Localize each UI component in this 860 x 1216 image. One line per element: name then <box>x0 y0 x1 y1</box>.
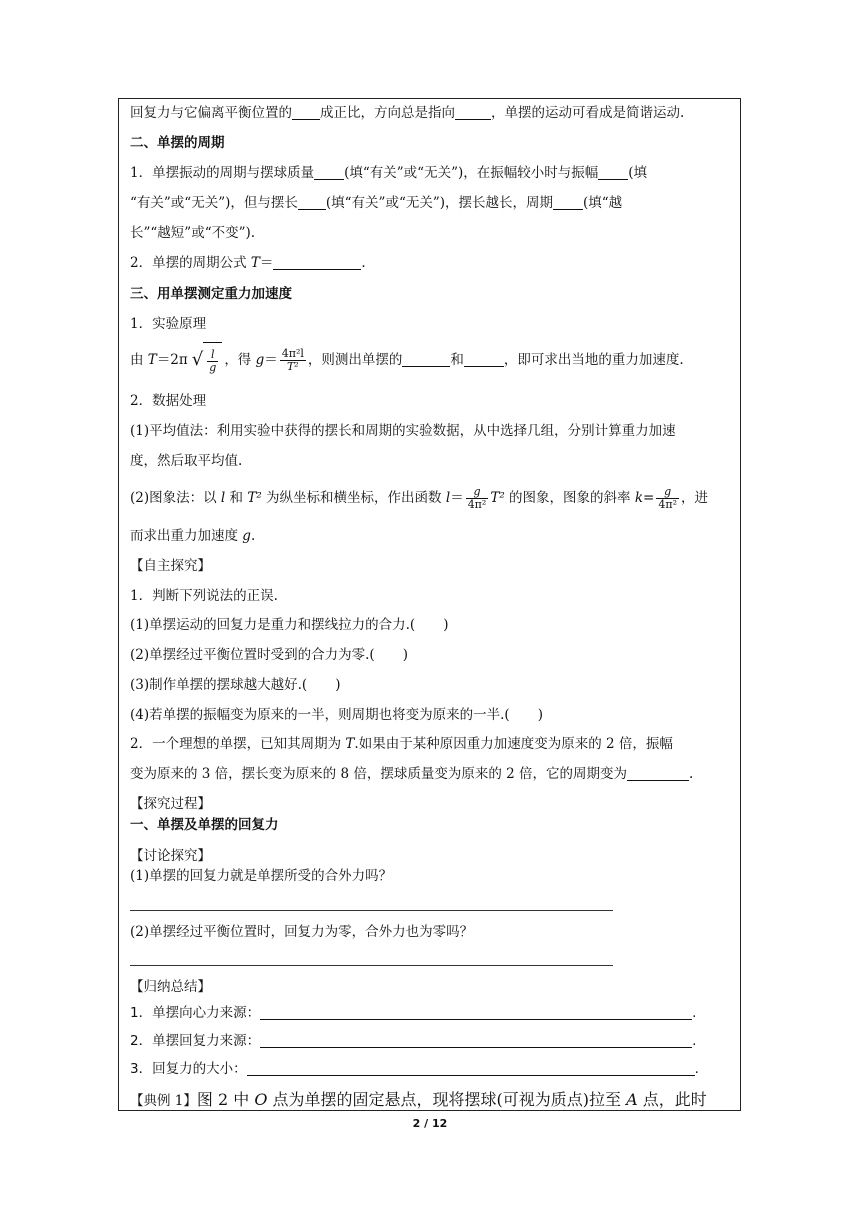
numerator: l <box>207 349 218 362</box>
text: (填“有关”或“无关”)，在振幅较小时与振幅 <box>344 165 599 181</box>
text: 【典例 1】 <box>130 1093 197 1109</box>
text-line: 2．数据处理 <box>130 393 207 409</box>
summary-item <box>130 1003 696 1023</box>
text: ＝ <box>259 255 274 271</box>
text: . <box>361 255 366 271</box>
text: ) <box>537 707 543 723</box>
text: ) <box>402 647 408 663</box>
summary-item <box>130 1031 696 1051</box>
text: 回复力与它偏离平衡位置的 <box>130 105 292 121</box>
text: 图 2 中 <box>196 1090 255 1109</box>
text: (4)若单摆的振幅变为原来的一半，则周期也将变为原来的一半. <box>130 707 505 723</box>
section-tag: 【探究过程】 <box>130 796 211 812</box>
text: . <box>692 1005 697 1021</box>
numerator: 4π²l <box>281 347 304 360</box>
fill-blank[interactable] <box>598 165 628 180</box>
text-line <box>130 734 673 754</box>
text-line: (1)平均值法：利用实验中获得的摆长和周期的实验数据，从中选择几组，分别计算重力加速 <box>130 423 676 439</box>
page-number: 2 / 12 <box>412 1117 448 1130</box>
text: g <box>242 528 251 544</box>
text: ，得 <box>224 352 256 368</box>
text: (填“越 <box>583 195 623 211</box>
text: 点为单摆的固定悬点，现将摆球(可视为质点)拉至 <box>267 1090 627 1109</box>
text: ( <box>504 707 510 723</box>
text: 点，此时 <box>637 1090 707 1109</box>
text: 2．单摆回复力来源： <box>130 1033 261 1049</box>
text: 1．单摆向心力来源： <box>130 1005 261 1021</box>
section-tag: 【归纳总结】 <box>130 979 211 995</box>
text-line: 1．判断下列说法的正误. <box>130 588 278 604</box>
text: g <box>255 352 265 368</box>
section-tag: 【自主探究】 <box>130 558 211 574</box>
text: (2)图象法：以 <box>130 490 221 506</box>
fill-blank[interactable] <box>292 105 320 120</box>
example-line <box>130 1088 707 1113</box>
text: A <box>626 1090 638 1109</box>
text: “有关”或“无关”)，但与摆长 <box>130 195 298 211</box>
denominator: 4π² <box>658 498 677 511</box>
fill-blank[interactable] <box>260 1033 692 1048</box>
text: . <box>689 766 694 782</box>
text: l <box>220 490 226 506</box>
text: l <box>445 490 451 506</box>
fill-blank[interactable] <box>314 165 344 180</box>
text-line <box>130 526 255 546</box>
text: T <box>147 352 157 368</box>
text: (2)单摆经过平衡位置时受到的合力为零. <box>130 647 370 663</box>
text: ，即可求出当地的重力加速度. <box>503 352 684 368</box>
denominator: g <box>209 361 217 374</box>
formula-line <box>130 342 684 379</box>
judge-item <box>130 675 340 695</box>
numerator: g <box>656 486 679 499</box>
numerator: g <box>466 486 489 499</box>
text-line <box>130 764 693 784</box>
text: T <box>345 736 355 752</box>
text: 成正比，方向总是指向 <box>320 105 455 121</box>
fraction <box>656 486 679 511</box>
text: 和 <box>450 352 464 368</box>
text: ＝ <box>450 490 464 506</box>
text: ( <box>369 647 375 663</box>
question: (1)单摆的回复力就是单摆所受的合外力吗？ <box>130 868 393 884</box>
section-heading: 二、单摆的周期 <box>130 135 225 151</box>
section-tag: 【讨论探究】 <box>130 848 211 864</box>
denominator: T² <box>286 360 299 373</box>
section-heading: 一、单摆及单摆的回复力 <box>130 817 279 833</box>
fill-blank[interactable] <box>455 105 491 120</box>
text: ，进 <box>680 490 708 506</box>
summary-item <box>130 1059 699 1079</box>
text: T² <box>247 490 262 506</box>
text: k <box>634 490 644 506</box>
text: ，单摆的运动可看成是简谐运动. <box>491 105 685 121</box>
text: = <box>643 490 655 506</box>
answer-line[interactable] <box>130 910 613 911</box>
fill-blank[interactable] <box>553 195 583 210</box>
sqrt-expression: √ $\frac{l}{g}$ <box>192 342 223 379</box>
text-line: 度，然后取平均值. <box>130 453 243 469</box>
text: .如果由于某种原因重力加速度变为原来的 2 倍，振幅 <box>354 736 673 752</box>
text: T² <box>490 490 505 506</box>
text-line <box>130 103 684 123</box>
text: ) <box>443 617 449 633</box>
text: ＝ <box>264 352 278 368</box>
text: 而求出重力加速度 <box>130 528 243 544</box>
text-line: 长”“越短”或“不变”). <box>130 225 256 241</box>
fraction <box>280 348 306 373</box>
text-line <box>130 163 647 183</box>
fraction <box>466 486 489 511</box>
text-line: 1．实验原理 <box>130 316 207 332</box>
fill-blank[interactable] <box>260 1005 692 1020</box>
text: ) <box>335 677 341 693</box>
text-line <box>130 193 622 213</box>
fraction <box>207 349 218 374</box>
text: (填 <box>628 165 648 181</box>
judge-item <box>130 645 408 665</box>
text: 变为原来的 3 倍，摆长变为原来的 8 倍，摆球质量变为原来的 2 倍，它的周期变为 <box>130 766 628 782</box>
text: (3)制作单摆的摆球越大越好. <box>130 677 302 693</box>
answer-line[interactable] <box>130 965 613 966</box>
text: 2．单摆的周期公式 <box>130 255 251 271</box>
formula-line <box>130 480 708 516</box>
fill-blank[interactable] <box>273 255 361 270</box>
text: (填“有关”或“无关”)，摆长越长，周期 <box>325 195 554 211</box>
text-line <box>130 253 366 273</box>
text: 和 <box>225 490 248 506</box>
fill-blank[interactable] <box>247 1061 695 1076</box>
text: . <box>692 1033 697 1049</box>
text: ＝2π <box>156 352 188 368</box>
text: 2．一个理想的单摆，已知其周期为 <box>130 736 346 752</box>
text: 1．单摆振动的周期与摆球质量 <box>130 165 315 181</box>
text: 3．回复力的大小： <box>130 1061 247 1077</box>
text: 的图象，图象的斜率 <box>504 490 635 506</box>
text: 为纵坐标和横坐标，作出函数 <box>261 490 446 506</box>
judge-item <box>130 705 543 725</box>
fill-blank[interactable] <box>402 352 450 367</box>
judge-item <box>130 615 448 635</box>
text: T <box>250 255 260 271</box>
text: ( <box>301 677 308 693</box>
text: 由 <box>130 352 148 368</box>
text: O <box>254 1090 268 1109</box>
fill-blank[interactable] <box>464 352 504 367</box>
text: . <box>694 1061 699 1077</box>
question: (2)单摆经过平衡位置时，回复力为零，合外力也为零吗？ <box>130 924 474 940</box>
text: . <box>250 528 256 544</box>
text: (1)单摆运动的回复力是重力和摆线拉力的合力. <box>130 617 410 633</box>
section-heading: 三、用单摆测定重力加速度 <box>130 286 292 302</box>
text: ( <box>409 617 416 633</box>
denominator: 4π² <box>467 498 487 511</box>
text: ，则测出单摆的 <box>307 352 403 368</box>
fill-blank[interactable] <box>298 195 326 210</box>
fill-blank[interactable] <box>627 766 689 781</box>
